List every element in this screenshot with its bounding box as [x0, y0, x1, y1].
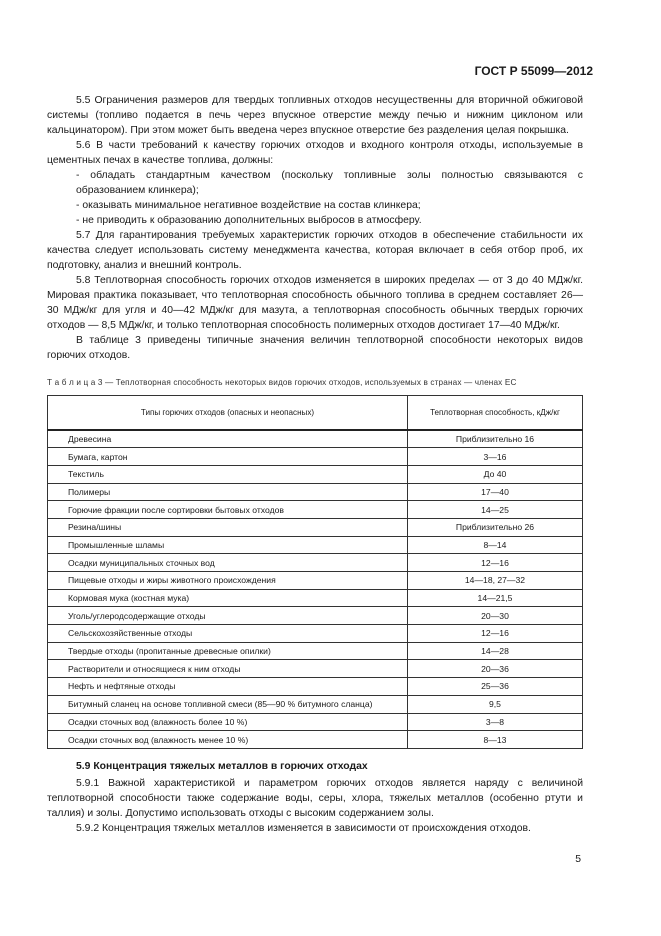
calorific-value-cell: 17—40 — [408, 483, 583, 501]
waste-type-cell: Осадки муниципальных сточных вод — [48, 554, 408, 572]
table-row — [48, 660, 583, 678]
table-row — [48, 536, 583, 554]
table-caption: Т а б л и ц а 3 — Теплотворная способность некоторых видов горючих отходов, используемых в странах — членах ЕС — [47, 378, 517, 387]
table-row — [48, 695, 583, 713]
waste-type-cell: Осадки сточных вод (влажность более 10 %) — [48, 713, 408, 731]
waste-type-cell: Горючие фракции после сортировки бытовых отходов — [48, 501, 408, 519]
paragraph-5-7: 5.7 Для гарантирования требуемых характеристик горючих отходов в обеспечение стабильности их качества следует использовать систему менеджмента качества, которая включает в себя отбор проб, их подготовку, анализ и внешний контроль. — [47, 230, 583, 271]
requirement-item: - оказывать минимальное негативное воздействие на состав клинкера; — [76, 200, 421, 211]
paragraph-5-9-1: 5.9.1 Важной характеристикой и параметром горючих отходов является наряду с величиной теплотворной способности также содержание воды, серы, хлора, тяжелых металлов (особенно ртути и таллия) и золы. Допустимо использовать отходы с высоким содержанием золы. — [47, 777, 583, 819]
waste-type-cell: Текстиль — [48, 465, 408, 483]
table-row — [48, 554, 583, 572]
paragraph-5-6: 5.6 В части требований к качеству горючих отходов и входного контроля отходы, используемые в цементных печах в качестве топлива, должны: — [47, 140, 583, 166]
waste-type-cell: Растворители и относящиеся к ним отходы — [48, 660, 408, 678]
table-row — [48, 430, 583, 448]
calorific-value-cell: 14—18, 27—32 — [408, 572, 583, 590]
calorific-value-table — [47, 395, 583, 749]
calorific-value-cell: 8—14 — [408, 536, 583, 554]
table-row — [48, 589, 583, 607]
calorific-value-cell: 12—16 — [408, 554, 583, 572]
table-row — [48, 448, 583, 466]
waste-type-cell: Бумага, картон — [48, 448, 408, 466]
table-row — [48, 678, 583, 696]
waste-type-cell: Пищевые отходы и жиры животного происхождения — [48, 572, 408, 590]
column-header-value: Теплотворная способность, кДж/кг — [408, 395, 583, 430]
table-row — [48, 625, 583, 643]
waste-type-cell: Резина/шины — [48, 518, 408, 536]
calorific-value-cell: 14—25 — [408, 501, 583, 519]
calorific-value-cell: 12—16 — [408, 625, 583, 643]
column-header-type: Типы горючих отходов (опасных и неопасных) — [48, 395, 408, 430]
table-body — [48, 430, 583, 749]
paragraph-table-intro: В таблице 3 приведены типичные значения величин теплотворной способности некоторых видов горючих отходов. — [47, 335, 583, 361]
section-heading-5-9: 5.9 Концентрация тяжелых металлов в горючих отходах — [76, 760, 368, 772]
calorific-value-cell: 3—8 — [408, 713, 583, 731]
waste-type-cell: Нефть и нефтяные отходы — [48, 678, 408, 696]
table-row — [48, 501, 583, 519]
paragraph-5-9-2: 5.9.2 Концентрация тяжелых металлов изменяется в зависимости от происхождения отходов. — [76, 822, 531, 834]
page-body — [47, 93, 583, 836]
waste-type-cell: Полимеры — [48, 483, 408, 501]
calorific-value-cell: 14—28 — [408, 642, 583, 660]
waste-type-cell: Древесина — [48, 430, 408, 448]
paragraph-5-8: 5.8 Теплотворная способность горючих отходов изменяется в широких пределах — от 3 до 40 МДж/кг. Мировая практика показывает, что теплотворная способность обычного топлива в среднем составляет 26—30 МДж/кг для угля и 40—42 МДж/кг для мазута, а теплотворная способность обычных твердых горючих отходов — 8,5 МДж/кг, и только теплотворная способность полимерных отходов достигает 17—40 МДж/кг. — [47, 275, 583, 331]
requirement-item: - не приводить к образованию дополнительных выбросов в атмосферу. — [76, 215, 422, 226]
calorific-value-cell: 25—36 — [408, 678, 583, 696]
table-row — [48, 518, 583, 536]
calorific-value-cell: 8—13 — [408, 731, 583, 749]
document-header: ГОСТ Р 55099—2012 — [474, 64, 593, 78]
waste-type-cell: Битумный сланец на основе топливной смеси (85—90 % битумного сланца) — [48, 695, 408, 713]
calorific-value-cell: 20—36 — [408, 660, 583, 678]
waste-type-cell: Твердые отходы (пропитанные древесные опилки) — [48, 642, 408, 660]
waste-type-cell: Кормовая мука (костная мука) — [48, 589, 408, 607]
waste-type-cell: Сельскохозяйственные отходы — [48, 625, 408, 643]
calorific-value-cell: 3—16 — [408, 448, 583, 466]
paragraph-5-5: 5.5 Ограничения размеров для твердых топливных отходов несущественны для вторичной обжиговой системы (топливо подается в печь через впускное отверстие между печью и нижним циклоном или кальцинатором). При этом может быть введена через впускное отверстие без разделения целая покрышка. — [47, 95, 583, 136]
table-row — [48, 465, 583, 483]
calorific-value-cell: До 40 — [408, 465, 583, 483]
calorific-value-cell: Приблизительно 26 — [408, 518, 583, 536]
page-number: 5 — [575, 854, 581, 865]
calorific-value-cell: 9,5 — [408, 695, 583, 713]
table-row — [48, 731, 583, 749]
waste-type-cell: Осадки сточных вод (влажность менее 10 %) — [48, 731, 408, 749]
waste-type-cell: Уголь/углеродсодержащие отходы — [48, 607, 408, 625]
table-row — [48, 642, 583, 660]
requirement-item: - обладать стандартным качеством (поскольку топливные золы полностью связываются с образованием клинкера); — [76, 170, 583, 196]
table-row — [48, 483, 583, 501]
table-row — [48, 607, 583, 625]
table-row — [48, 713, 583, 731]
table-header-row — [48, 395, 583, 430]
waste-type-cell: Промышленные шламы — [48, 536, 408, 554]
calorific-value-cell: 20—30 — [408, 607, 583, 625]
table-row — [48, 572, 583, 590]
calorific-value-cell: 14—21,5 — [408, 589, 583, 607]
calorific-value-cell: Приблизительно 16 — [408, 430, 583, 448]
